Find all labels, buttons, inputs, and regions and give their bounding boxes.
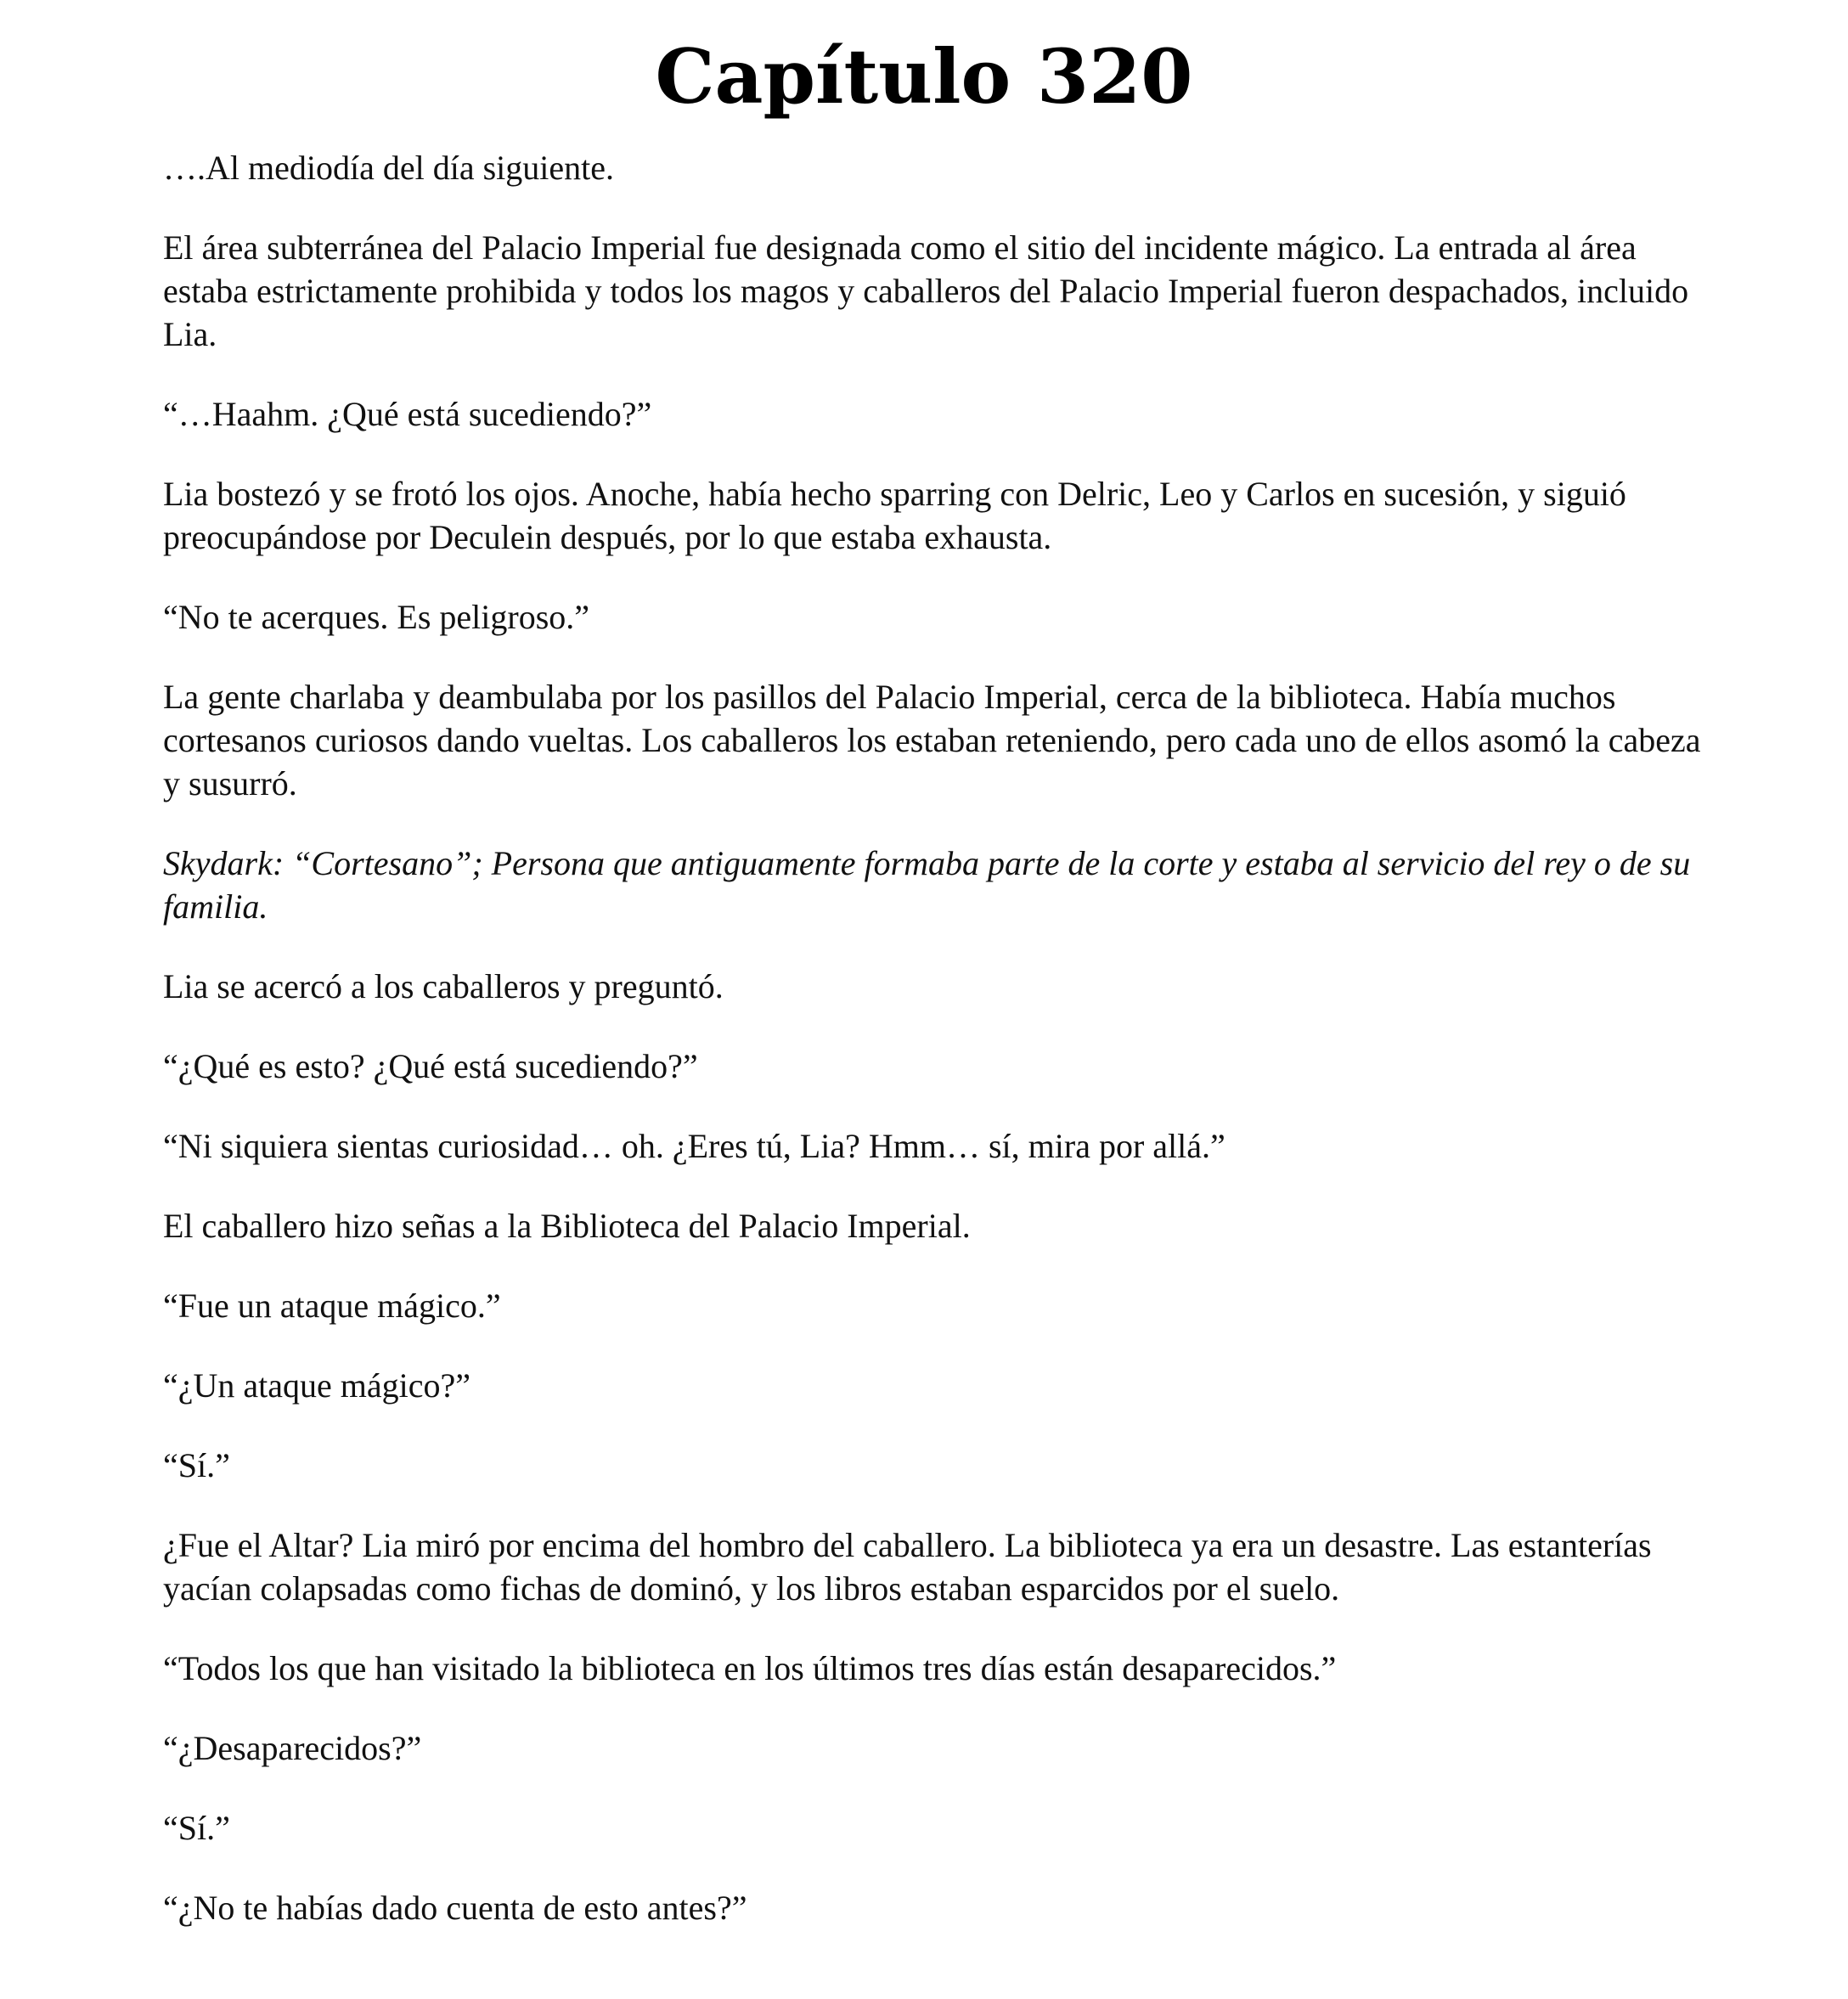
dialogue-line: “Fue un ataque mágico.” xyxy=(163,1287,501,1325)
paragraph: ….Al mediodía del día siguiente. xyxy=(163,149,614,187)
paragraph: El área subterránea del Palacio Imperial fue designada como el sitio del incidente mágico. La entrada al área estaba estrictamente prohibida y todos los magos y caballeros del Palacio Imperial fueron despachados, incluido Lia. xyxy=(163,228,1689,353)
paragraph: La gente charlaba y deambulaba por los pasillos del Palacio Imperial, cerca de la biblioteca. Había muchos cortesanos curiosos dando vueltas. Los caballeros los estaban reteniendo, pero cada uno de ellos asomó la cabeza y susurró. xyxy=(163,678,1701,802)
dialogue-line: “Todos los que han visitado la biblioteca en los últimos tres días están desaparecidos.” xyxy=(163,1649,1337,1687)
dialogue-line: “Sí.” xyxy=(163,1809,230,1847)
chapter-body xyxy=(163,146,1717,1966)
translator-note: Skydark: “Cortesano”; Persona que antiguamente formaba parte de la corte y estaba al servicio del rey o de su familia. xyxy=(163,844,1691,926)
paragraph: ¿Fue el Altar? Lia miró por encima del hombro del caballero. La biblioteca ya era un desastre. Las estanterías yacían colapsadas como fichas de dominó, y los libros estaban esparcidos por el suelo. xyxy=(163,1526,1652,1608)
dialogue-line: “¿Qué es esto? ¿Qué está sucediendo?” xyxy=(163,1047,698,1085)
dialogue-line: “Ni siquiera sientas curiosidad… oh. ¿Eres tú, Lia? Hmm… sí, mira por allá.” xyxy=(163,1127,1225,1165)
dialogue-line: “¿No te habías dado cuenta de esto antes?” xyxy=(163,1889,747,1927)
paragraph: Lia bostezó y se frotó los ojos. Anoche, había hecho sparring con Delric, Leo y Carlos en sucesión, y siguió preocupándose por Deculein después, por lo que estaba exhausta. xyxy=(163,475,1626,556)
dialogue-line: “Sí.” xyxy=(163,1446,230,1484)
paragraph: El caballero hizo señas a la Biblioteca del Palacio Imperial. xyxy=(163,1207,971,1245)
dialogue-line: “¿Un ataque mágico?” xyxy=(163,1366,471,1405)
dialogue-line: “…Haahm. ¿Qué está sucediendo?” xyxy=(163,395,652,433)
dialogue-line: “No te acerques. Es peligroso.” xyxy=(163,598,590,636)
dialogue-line: “¿Desaparecidos?” xyxy=(163,1729,422,1767)
chapter-title: Capítulo 320 xyxy=(655,32,1193,121)
paragraph: Lia se acercó a los caballeros y preguntó. xyxy=(163,967,724,1005)
